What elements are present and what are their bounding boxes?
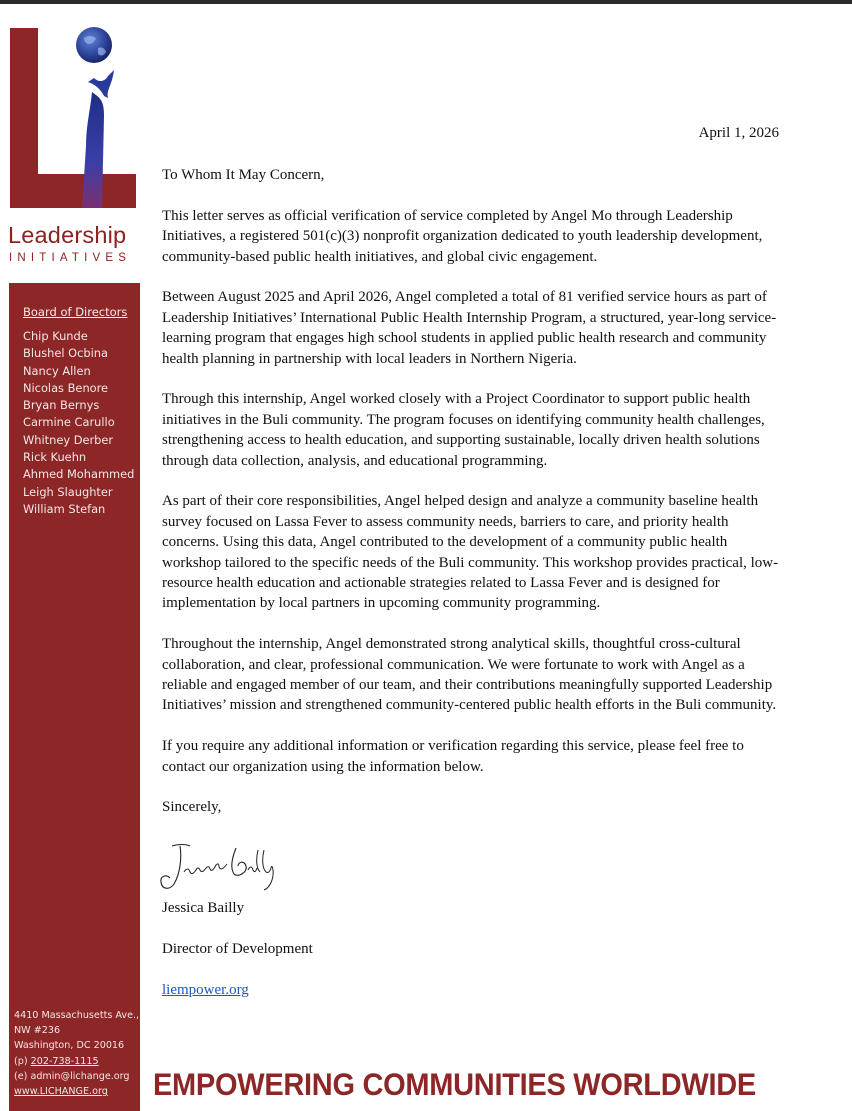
top-border xyxy=(0,0,852,4)
letter-paragraph: Between August 2025 and April 2026, Angel completed a total of 81 verified service hours as part of Leadership Initiatives’ International Public Health Internship Program, a structured, year-long service-learning program that engages high school students in applied public health research and community health planning in partnership with local leaders in Northern Nigeria. xyxy=(162,289,777,367)
board-member: Carmine Carullo xyxy=(23,415,115,430)
phone-line xyxy=(14,1054,139,1069)
board-member: Chip Kunde xyxy=(23,329,88,343)
board-member: Nancy Allen xyxy=(23,363,91,378)
logo-mark-icon xyxy=(8,26,142,222)
letter-paragraph: As part of their core responsibilities, Angel helped design and analyze a community baseline health survey focused on Lassa Fever to assess community needs, barriers to care, and priority health concerns. Using this data, Angel contributed to the development of a community public health workshop tailored to the specific needs of the Buli community. This workshop provides practical, low-resource health education and actionable strategies related to Lassa Fever and is designed for implementation by local partners in upcoming community programming. xyxy=(162,493,779,612)
email-line[interactable]: (e) admin@lichange.org xyxy=(14,1070,130,1082)
address-line: 4410 Massachusetts Ave., xyxy=(14,1010,140,1021)
board-member: Leigh Slaughter xyxy=(23,484,113,499)
closing: Sincerely, xyxy=(162,799,222,816)
organization-website-link[interactable]: liempower.org xyxy=(162,981,249,998)
letter-paragraph: This letter serves as official verification of service completed by Angel Mo through Leadership Initiatives, a registered 501(c)(3) nonprofit organization dedicated to youth leadership development, community-based public health initiatives, and global civic engagement. xyxy=(162,207,763,265)
letter-date: April 1, 2026 xyxy=(698,125,779,141)
letter-paragraph: Throughout the internship, Angel demonstrated strong analytical skills, thoughtful cross-cultural collaboration, and clear, professional communication. We were fortunate to work with Angel as a reliable and engaged member of our team, and their contributions meaningfully supported Leadership Initiatives’ mission and strengthened community-centered public health efforts in the Buli community. xyxy=(162,636,777,714)
logo-wordmark: Leadership xyxy=(8,222,127,248)
footer-tagline: EMPOWERING COMMUNITIES WORLDWIDE xyxy=(153,1066,756,1102)
address-block xyxy=(14,1008,139,1099)
board-member: Ahmed Mohammed xyxy=(23,467,135,482)
board-member: Nicolas Benore xyxy=(23,380,109,395)
letter-body xyxy=(162,165,784,1021)
board-title: Board of Directors xyxy=(23,305,128,319)
signer-title: Director of Development xyxy=(162,941,313,958)
salutation: To Whom It May Concern, xyxy=(162,167,325,183)
phone-link[interactable]: 202-738-1115 xyxy=(30,1055,99,1067)
letter-paragraph: Through this internship, Angel worked closely with a Project Coordinator to support public health initiatives in the Buli community. The program focuses on identifying community health challenges, strengthening access to health education, and supporting sustainable, locally driven health solutions through data collection, analysis, and educational programming. xyxy=(162,391,765,469)
board-member: Bryan Bernys xyxy=(23,398,100,413)
logo-subtitle: INITIATIVES xyxy=(9,252,132,264)
phone-prefix: (p) xyxy=(14,1055,31,1067)
board-member-list xyxy=(23,328,134,518)
organization-logo xyxy=(8,26,142,266)
address-line: NW #236 xyxy=(14,1025,61,1037)
address-line: Washington, DC 20016 xyxy=(14,1040,125,1052)
board-member: Blushel Ocbina xyxy=(23,346,108,361)
sidebar xyxy=(9,283,140,1111)
board-member: William Stefan xyxy=(23,501,106,516)
board-member: Rick Kuehn xyxy=(23,450,87,465)
signature-image xyxy=(158,838,288,894)
website-link[interactable]: www.LICHANGE.org xyxy=(14,1086,108,1098)
letter-paragraph: If you require any additional information or verification regarding this service, please feel free to contact our organization using the information below. xyxy=(162,738,744,775)
signer-name: Jessica Bailly xyxy=(162,900,245,917)
board-member: Whitney Derber xyxy=(23,432,114,447)
